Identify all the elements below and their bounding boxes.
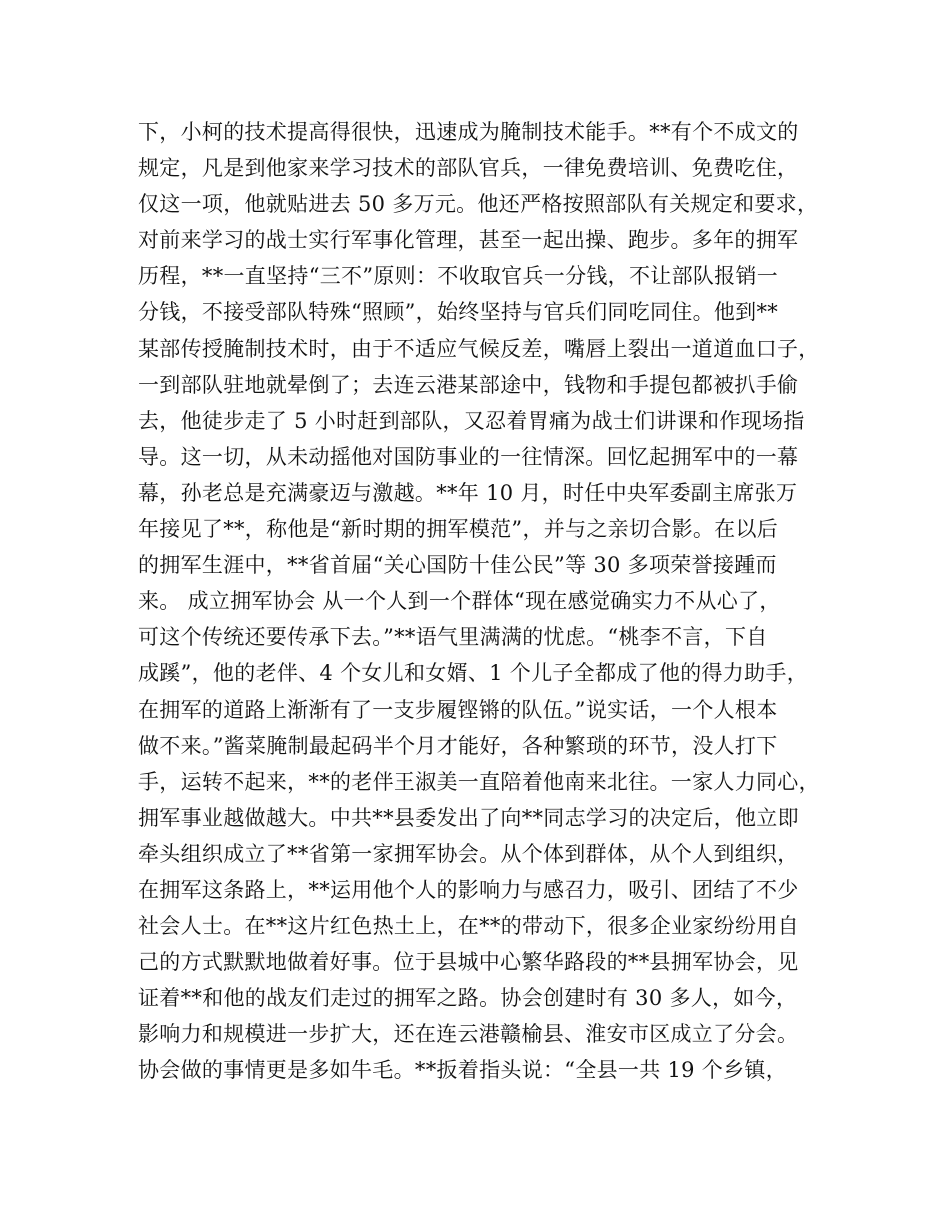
- text-line: 导。这一切，从未动摇他对国防事业的一往情深。回忆起拥军中的一幕: [138, 444, 799, 469]
- text-line: 影响力和规模进一步扩大，还在连云港赣榆县、淮安市区成立了分会。: [138, 1022, 799, 1047]
- text-line: 做不来。”酱菜腌制最起码半个月才能好，各种繁琐的环节，没人打下: [138, 733, 778, 758]
- text-line: 分钱，不接受部队特殊“照顾”，始终坚持与官兵们同吃同住。他到**: [138, 300, 779, 325]
- text-line: 对前来学习的战士实行军事化管理，甚至一起出操、跑步。多年的拥军: [138, 228, 799, 253]
- text-line: 年接见了**，称他是“新时期的拥军模范”，并与之亲切合影。在以后: [138, 517, 779, 542]
- text-line: 牵头组织成立了**省第一家拥军协会。从个体到群体，从个人到组织，: [138, 841, 799, 866]
- text-line: 在拥军的道路上渐渐有了一支步履铿锵的队伍。”说实话，一个人根本: [138, 697, 778, 722]
- text-line: 历程，**一直坚持“三不”原则：不收取官兵一分钱，不让部队报销一: [138, 264, 779, 289]
- text-line: 可这个传统还要传承下去。”**语气里满满的忧虑。“桃李不言，下自: [138, 625, 768, 650]
- text-line: 拥军事业越做越大。中共**县委发出了向**同志学习的决定后，他立即: [138, 805, 799, 830]
- body-text: [138, 114, 838, 1089]
- text-line: 协会做的事情更是多如牛毛。**扳着指头说：“全县一共 19 个乡镇，: [138, 1058, 788, 1083]
- text-line: 仅这一项，他就贴进去 50 多万元。他还严格按照部队有关规定和要求，: [138, 192, 819, 217]
- text-line: 的拥军生涯中，**省首届“关心国防十佳公民”等 30 多项荣誉接踵而: [138, 553, 777, 578]
- text-line: 证着**和他的战友们走过的拥军之路。协会创建时有 30 多人，如今，: [138, 986, 798, 1011]
- text-line: 幕，孙老总是充满豪迈与激越。**年 10 月，时任中央军委副主席张万: [138, 480, 798, 505]
- text-line: 社会人士。在**这片红色热土上，在**的带动下，很多企业家纷纷用自: [138, 914, 799, 939]
- text-line: 来。 成立拥军协会 从一个人到一个群体“现在感觉确实力不从心了，: [138, 589, 781, 614]
- text-line: 某部传授腌制技术时，由于不适应气候反差，嘴唇上裂出一道道血口子，: [138, 336, 820, 361]
- text-line: 成蹊”，他的老伴、4 个女儿和女婿、1 个儿子全都成了他的得力助手，: [138, 661, 809, 686]
- text-line: 一到部队驻地就晕倒了；去连云港某部途中，钱物和手提包都被扒手偷: [138, 372, 799, 397]
- text-line: 己的方式默默地做着好事。位于县城中心繁华路段的**县拥军协会，见: [138, 950, 799, 975]
- text-line: 规定，凡是到他家来学习技术的部队官兵，一律免费培训、免费吃住，: [138, 156, 799, 181]
- text-line: 下，小柯的技术提高得很快，迅速成为腌制技术能手。**有个不成文的: [138, 120, 799, 144]
- text-line: 去，他徒步走了 5 小时赶到部队，又忍着胃痛为战士们讲课和作现场指: [138, 408, 805, 433]
- text-line: 手，运转不起来，**的老伴王淑美一直陪着他南来北往。一家人力同心，: [138, 769, 820, 794]
- text-line: 在拥军这条路上，**运用他个人的影响力与感召力，吸引、团结了不少: [138, 877, 799, 902]
